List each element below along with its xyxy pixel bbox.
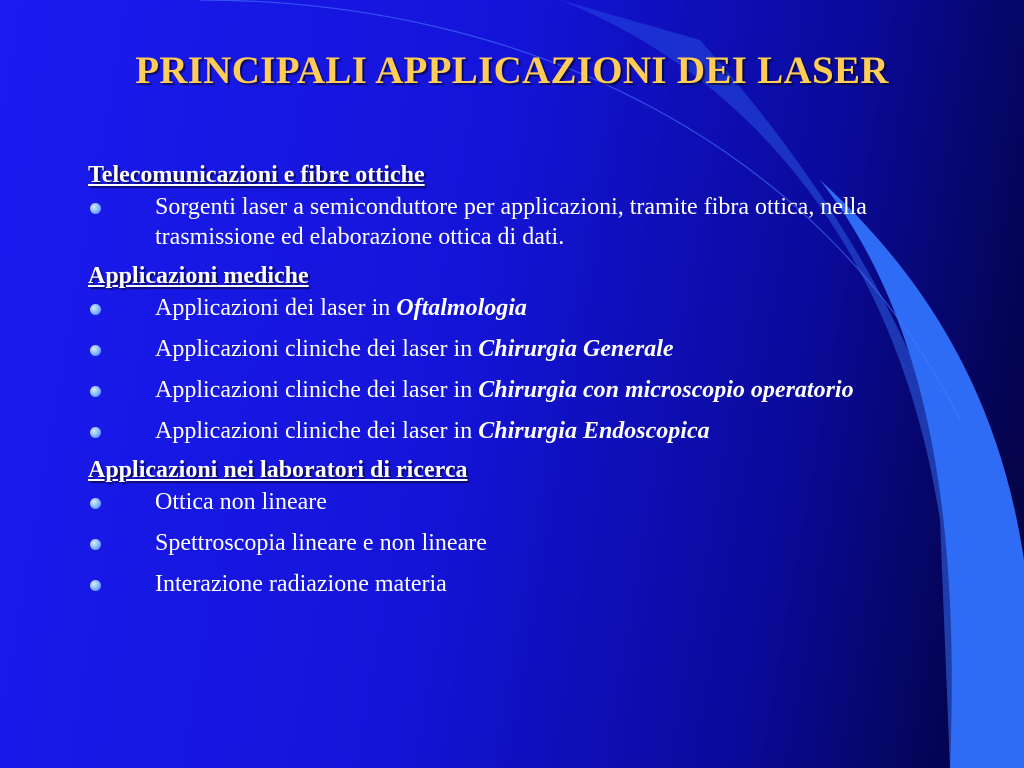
bullet-dot-icon [90,386,101,397]
bullet-dot-icon [90,539,101,550]
bullet-text: Interazione radiazione materia [155,571,447,597]
bullet-dot-icon [90,498,101,509]
bullet-text: Spettroscopia lineare e non lineare [155,530,487,556]
list-item [88,375,948,405]
bullet-text: Applicazioni cliniche dei laser in [155,418,479,444]
section-laboratori-ricerca [88,453,948,599]
bullet-dot-icon [90,203,101,214]
section-heading: Applicazioni mediche [88,263,309,289]
bullet-text: Applicazioni cliniche dei laser in [155,336,479,362]
bullet-emphasis: Chirurgia con microscopio operatorio [478,377,854,403]
bullet-dot-icon [90,580,101,591]
slide-title: PRINCIPALI APPLICAZIONI DEI LASER [135,49,889,92]
bullet-emphasis: Oftalmologia [396,295,527,321]
section-heading: Applicazioni nei laboratori di ricerca [88,457,468,483]
bullet-dot-icon [90,427,101,438]
bullet-text: Sorgenti laser a semiconduttore per applicazioni, tramite fibra ottica, nella trasmissione ed elaborazione ottica di dati. [155,194,867,250]
section-heading: Telecomunicazioni e fibre ottiche [88,162,425,188]
list-item [88,528,948,558]
bullet-text: Applicazioni dei laser in [155,295,397,321]
bullet-dot-icon [90,345,101,356]
bullet-text: Applicazioni cliniche dei laser in [155,377,479,403]
list-item [88,334,948,364]
section-applicazioni-mediche [88,259,948,446]
list-item [88,487,948,517]
bullet-emphasis: Chirurgia Endoscopica [478,418,710,444]
bullet-text: Ottica non lineare [155,489,327,515]
section-telecomunicazioni [88,158,948,252]
list-item [88,192,948,252]
bullet-emphasis: Chirurgia Generale [478,336,674,362]
list-item [88,293,948,323]
bullet-dot-icon [90,304,101,315]
list-item [88,416,948,446]
list-item [88,569,948,599]
slide-content [88,158,948,610]
